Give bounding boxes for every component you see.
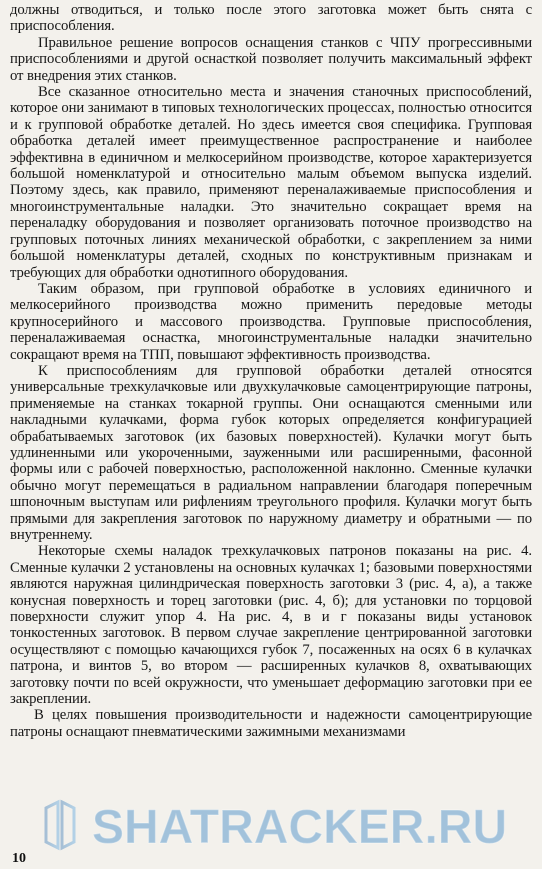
paragraph-2: Правильное решение вопросов оснащения станков с ЧПУ прогрессивными приспособлениями и другой оснасткой позволяет получить максимальный эффект от внедрения этих станков. (10, 34, 532, 84)
paragraph-1: должны отводиться, и только после этого заготовка может быть снята с приспособления. (10, 2, 532, 35)
body-text (10, 2, 532, 740)
paragraph-3: Все сказанное относительно места и значения станочных приспособлений, которое они занимают в типовых технологических процессах, полностью относится и к групповой обработке деталей. Но здесь имеется своя специфика. Групповая обработка деталей имеет преимущественное распространение и наиболее эффективна в единичном и мелкосерийном производстве, которое характеризуется большой номенклатурой и относительно малым объемом выпуска изделий. Поэтому здесь, как правило, применяют переналаживаемые приспособления и многоинструментальные наладки. Это значительно сокращает время на переналадку оборудования и позволяет организовать поточное производство на групповых поточных линиях механической обработки, с закреплением за ними большой номенклатуры деталей, сходных по конструктивным признакам и требующих для обработки однотипного оборудования. (10, 84, 532, 281)
page-number: 10 (12, 851, 26, 866)
svg-text:SHATRACKER.RU: SHATRACKER.RU (92, 801, 508, 854)
paragraph-7: В целях повышения производительности и надежности самоцентрирующие патроны оснащают пневматическими зажимными механизмами (10, 707, 532, 740)
paragraph-5: К приспособлениям для групповой обработки деталей относятся универсальные трехкулачковые или двухкулачковые самоцентрирующие патроны, применяемые на станках токарной группы. Они оснащаются сменными или накладными кулачками, форма губок которых определяется конфигурацией обрабатываемых заготовок (их базовых поверхностей). Кулачки могут быть удлиненными или укороченными, зауженными или расширенными, фасонной формы или с рабочей поверхностью, расположенной наклонно. Сменные кулачки обычно могут перемещаться в радиальном направлении благодаря поперечным шпоночным выступам или рифлениям треугольного профиля. Кулачки могут быть прямыми для закрепления заготовок по наружному диаметру и обратными — по внутреннему. (10, 362, 532, 543)
paragraph-6: Некоторые схемы наладок трехкулачковых патронов показаны на рис. 4. Сменные кулачки 2 установлены на основных кулачках 1; базовыми поверхностями являются наружная цилиндрическая поверхность заготовки 3 (рис. 4, а), а также конусная поверхность и торец заготовки (рис. 4, б); для установки по торцовой поверхности служит упор 4. На рис. 4, в и г показаны виды установок тонкостенных заготовок. В первом случае закрепление центрированной заготовки осуществляют с помощью качающихся губок 7, посаженных на осях 6 в кулачках патрона, и винтов 5, во втором — расширенных кулачков 8, охватывающих заготовку почти по всей окружности, что уменьшает деформацию заготовки при ее закреплении. (10, 543, 532, 708)
watermark-logo (40, 796, 526, 854)
paragraph-4: Таким образом, при групповой обработке в условиях единичного и мелкосерийного производства можно применить передовые методы крупносерийного и массового производства. Групповые приспособления, переналаживаемая оснастка, многоинструментальные наладки значительно сокращают время на ТПП, повышают эффективность производства. (10, 280, 532, 363)
